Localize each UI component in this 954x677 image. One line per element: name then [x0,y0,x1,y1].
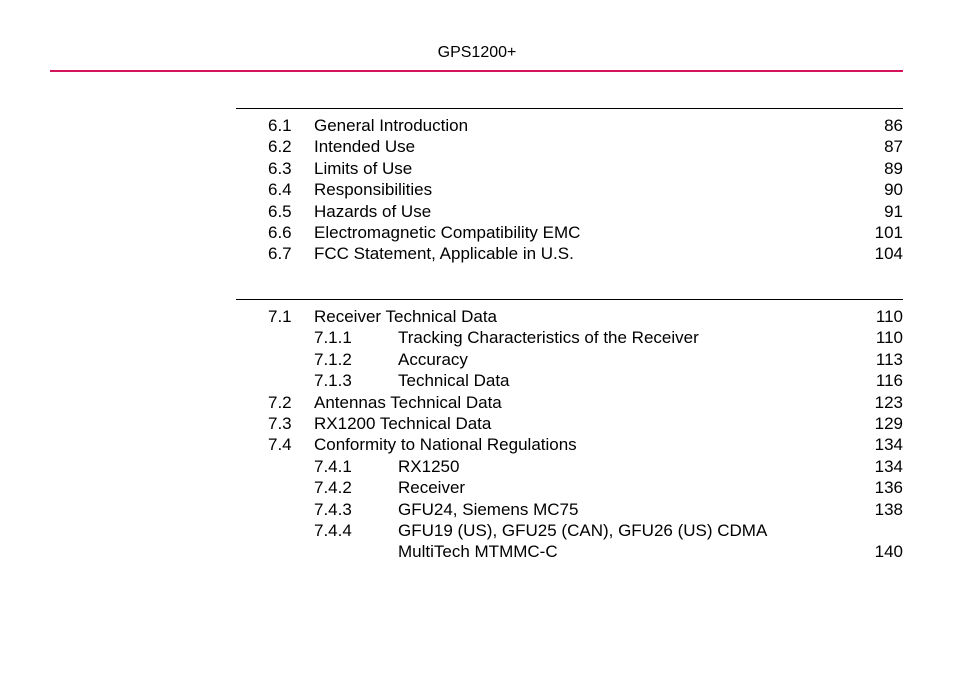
toc-entry-number: 7.1 [268,307,292,326]
header-divider [50,70,903,72]
toc-entry[interactable] [236,222,903,243]
toc-page-number: 86 [884,116,903,135]
toc-subentry-number: 7.4.3 [314,499,352,519]
toc-subentry-title: Accuracy [398,349,468,369]
toc-entry-number: 6.1 [268,116,292,135]
toc-subentry-title: Tracking Characteristics of the Receiver [398,328,699,348]
toc-entry-title: Limits of Use [314,158,413,178]
toc-page-number: 90 [884,180,903,200]
toc-subentry-number: 7.1.2 [314,349,352,369]
toc-list [236,109,903,265]
toc-entry-title: General Introduction [314,116,469,135]
toc-page-number: 136 [874,478,903,498]
toc-page-number: 110 [875,307,903,326]
toc-entry-title: Intended Use [314,137,416,157]
toc-entry-title: RX1200 Technical Data [314,413,492,433]
toc-page-number: 87 [884,137,903,157]
toc-section-7 [236,299,903,563]
toc-entry-number: 7.2 [268,392,292,412]
toc-list [236,300,903,563]
toc-entry-title: Receiver Technical Data [314,307,497,326]
toc-entry[interactable] [236,115,903,136]
toc-page-number: 140 [874,542,903,562]
toc-subentry-number: 7.4.4 [314,520,352,540]
toc-page-number: 123 [874,392,903,412]
toc-subentry-number: 7.1.3 [314,371,352,391]
toc-entry[interactable] [236,413,903,434]
toc-page-number: 134 [874,456,903,476]
toc-subentry-title: GFU19 (US), GFU25 (CAN), GFU26 (US) CDMA [398,520,768,540]
toc-entry-number: 6.7 [268,244,292,264]
toc-page-number: 89 [884,158,903,178]
toc-entry[interactable] [236,179,903,200]
toc-page-number: 104 [874,244,903,264]
toc-entry[interactable] [236,477,903,498]
toc-subentry-title: RX1250 [398,456,460,476]
toc-page-number: 138 [874,499,903,519]
toc-entry-number: 6.2 [268,137,292,157]
toc-section-6 [236,108,903,265]
toc-subentry-title: Technical Data [398,371,510,391]
toc-subentry-number: 7.4.1 [314,456,352,476]
toc-page-number: 101 [874,222,903,242]
toc-entry-title: Responsibilities [314,180,433,200]
toc-subentry-title: GFU24, Siemens MC75 [398,499,579,519]
toc-entry[interactable] [236,499,903,520]
toc-entry-number: 6.3 [268,158,292,178]
toc-page-number: 134 [874,435,903,455]
toc-entry-number: 7.4 [268,435,292,455]
toc-entry[interactable] [236,136,903,157]
toc-entry[interactable] [236,327,903,348]
toc-entry-title: Conformity to National Regulations [314,435,577,455]
toc-entry[interactable] [236,392,903,413]
toc-subentry-title: MultiTech MTMMC-C [398,542,558,562]
toc-entry[interactable] [236,541,903,562]
toc-entry-title: FCC Statement, Applicable in U.S. [314,244,574,264]
toc-entry[interactable] [236,370,903,391]
toc-entry[interactable] [236,349,903,370]
toc-subentry-number: 7.4.2 [314,478,352,498]
page-header [0,44,954,62]
toc-entry[interactable] [236,201,903,222]
toc-page-number: 91 [884,201,903,221]
toc-page-number: 116 [875,371,903,391]
toc-entry-title: Hazards of Use [314,201,432,221]
document-title: GPS1200+ [437,44,517,61]
toc-entry[interactable] [236,306,903,327]
toc-subentry-title: Receiver [398,478,466,498]
toc-page-number: 129 [874,413,903,433]
toc-entry[interactable] [236,158,903,179]
toc-entry-number: 7.3 [268,413,292,433]
toc-page-number: 110 [875,328,903,348]
toc-entry-number: 6.4 [268,180,292,200]
toc-entry[interactable] [236,456,903,477]
toc-entry-number: 6.5 [268,201,292,221]
toc-entry-title: Electromagnetic Compatibility EMC [314,222,581,242]
toc-page-number: 113 [875,349,903,369]
toc-entry-title: Antennas Technical Data [314,392,502,412]
toc-subentry-number: 7.1.1 [314,328,352,348]
toc-entry[interactable] [236,434,903,455]
toc-entry[interactable] [236,243,903,264]
toc-entry[interactable] [236,520,903,541]
toc-entry-number: 6.6 [268,222,292,242]
